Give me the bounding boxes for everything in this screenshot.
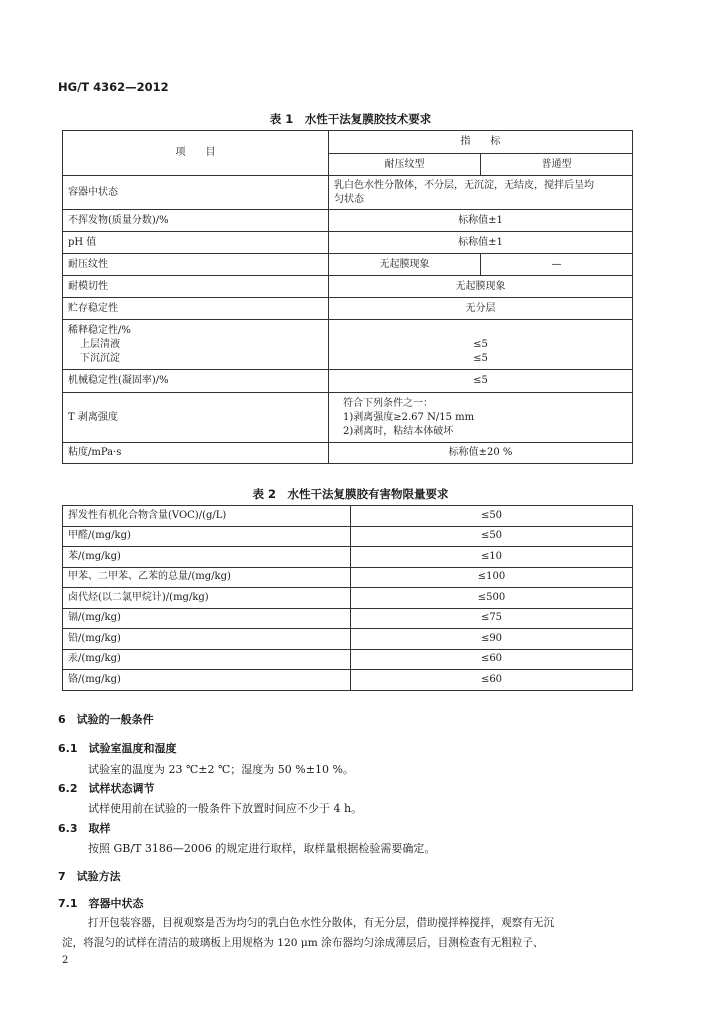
table1-header-item: 项 目 (63, 131, 329, 176)
row-value: ≤60 (351, 649, 633, 670)
row-value: ≤500 (351, 588, 633, 609)
row-label: 镉/(mg/kg) (63, 608, 351, 629)
row-label: 甲醛/(mg/kg) (63, 526, 351, 547)
table-row (63, 254, 633, 276)
table-row (63, 393, 633, 443)
table1-header-type-b: 普通型 (481, 154, 633, 176)
table-row (63, 232, 633, 254)
row-value-type-b: — (481, 254, 633, 276)
table-row (63, 210, 633, 232)
row-label: pH 值 (63, 232, 329, 254)
row-value: ≤50 (351, 506, 633, 527)
row-value: ≤100 (351, 567, 633, 588)
table-row (63, 176, 633, 210)
row-value: ≤10 (351, 547, 633, 568)
section-7-1-heading: 7.1 容器中状态 (58, 897, 144, 910)
row-label: 机械稳定性(凝固率)/% (63, 370, 329, 393)
row-value: ≤50 (351, 526, 633, 547)
row-label: 苯/(mg/kg) (63, 547, 351, 568)
table-row (63, 320, 633, 370)
row-label: 挥发性有机化合物含量(VOC)/(g/L) (63, 506, 351, 527)
section-7-1-text-line2: 淀，将混匀的试样在清洁的玻璃板上用规格为 120 μm 涂布器均匀涂成薄层后，目测检查有无粗粒子、 (62, 937, 544, 949)
section-7-1-text-line1: 打开包装容器，目视观察是否为均匀的乳白色水性分散体，有无分层，借助搅拌棒搅拌，观察有无沉 (88, 917, 555, 929)
page-number: 2 (62, 955, 69, 966)
row-label: 卤代烃(以二氯甲烷计)/(mg/kg) (63, 588, 351, 609)
row-label: 容器中状态 (63, 176, 329, 210)
row-value: 无分层 (329, 298, 633, 320)
row-label: 贮存稳定性 (63, 298, 329, 320)
table-row (63, 588, 633, 609)
section-6-2-text: 试样使用前在试验的一般条件下放置时间应不少于 4 h。 (88, 802, 363, 815)
section-6-3-text: 按照 GB/T 3186—2006 的规定进行取样，取样量根据检验需要确定。 (88, 842, 436, 855)
table-row (63, 506, 633, 527)
standard-code-header: HG/T 4362—2012 (58, 80, 169, 94)
section-6-3-heading: 6.3 取样 (58, 822, 111, 835)
row-label: 甲苯、二甲苯、乙苯的总量/(mg/kg) (63, 567, 351, 588)
table1-header-index: 指 标 (329, 131, 633, 154)
row-label: 耐模切性 (63, 276, 329, 298)
table-row (63, 608, 633, 629)
row-label: 铬/(mg/kg) (63, 670, 351, 691)
table-row (63, 649, 633, 670)
row-value: ≤5 ≤5 (329, 320, 633, 370)
table-row (63, 567, 633, 588)
row-value: 乳白色水性分散体，不分层，无沉淀，无结皮，搅拌后呈均 匀状态 (329, 176, 633, 210)
row-label: 汞/(mg/kg) (63, 649, 351, 670)
row-label: 铅/(mg/kg) (63, 629, 351, 650)
row-label: 耐压纹性 (63, 254, 329, 276)
table1-header-type-a: 耐压纹型 (329, 154, 481, 176)
row-value: ≤75 (351, 608, 633, 629)
table-row (63, 629, 633, 650)
table1-caption: 表 1 水性干法复膜胶技术要求 (269, 112, 432, 126)
row-value: ≤90 (351, 629, 633, 650)
row-value: 符合下列条件之一： 1)剥离强度≥2.67 N/15 mm 2)剥离时，粘结本体破坏 (329, 393, 633, 443)
table2 (62, 505, 633, 691)
section-6-1-heading: 6.1 试验室温度和湿度 (58, 742, 177, 755)
table-row (63, 526, 633, 547)
table-row (63, 370, 633, 393)
row-value: 无起膜现象 (329, 276, 633, 298)
row-value: 标称值±1 (329, 232, 633, 254)
row-label: T 剥离强度 (63, 393, 329, 443)
row-label: 不挥发物(质量分数)/% (63, 210, 329, 232)
table-row (63, 547, 633, 568)
row-value: 标称值±1 (329, 210, 633, 232)
row-value: ≤5 (329, 370, 633, 393)
table-row (63, 276, 633, 298)
table1 (62, 130, 633, 464)
row-label: 粘度/mPa·s (63, 443, 329, 464)
table2-caption: 表 2 水性干法复膜胶有害物限量要求 (252, 487, 449, 501)
table-row (63, 443, 633, 464)
section-6-1-text: 试验室的温度为 23 ℃±2 ℃；湿度为 50 %±10 %。 (88, 763, 354, 776)
row-value-type-a: 无起膜现象 (329, 254, 481, 276)
section-6-2-heading: 6.2 试样状态调节 (58, 782, 155, 795)
section-6-heading: 6 试验的一般条件 (58, 713, 154, 726)
table-row (63, 670, 633, 691)
row-value: 标称值±20 % (329, 443, 633, 464)
row-value: ≤60 (351, 670, 633, 691)
table-row (63, 298, 633, 320)
row-label: 稀释稳定性/% 上层清液 下沉沉淀 (63, 320, 329, 370)
section-7-heading: 7 试验方法 (58, 870, 121, 883)
